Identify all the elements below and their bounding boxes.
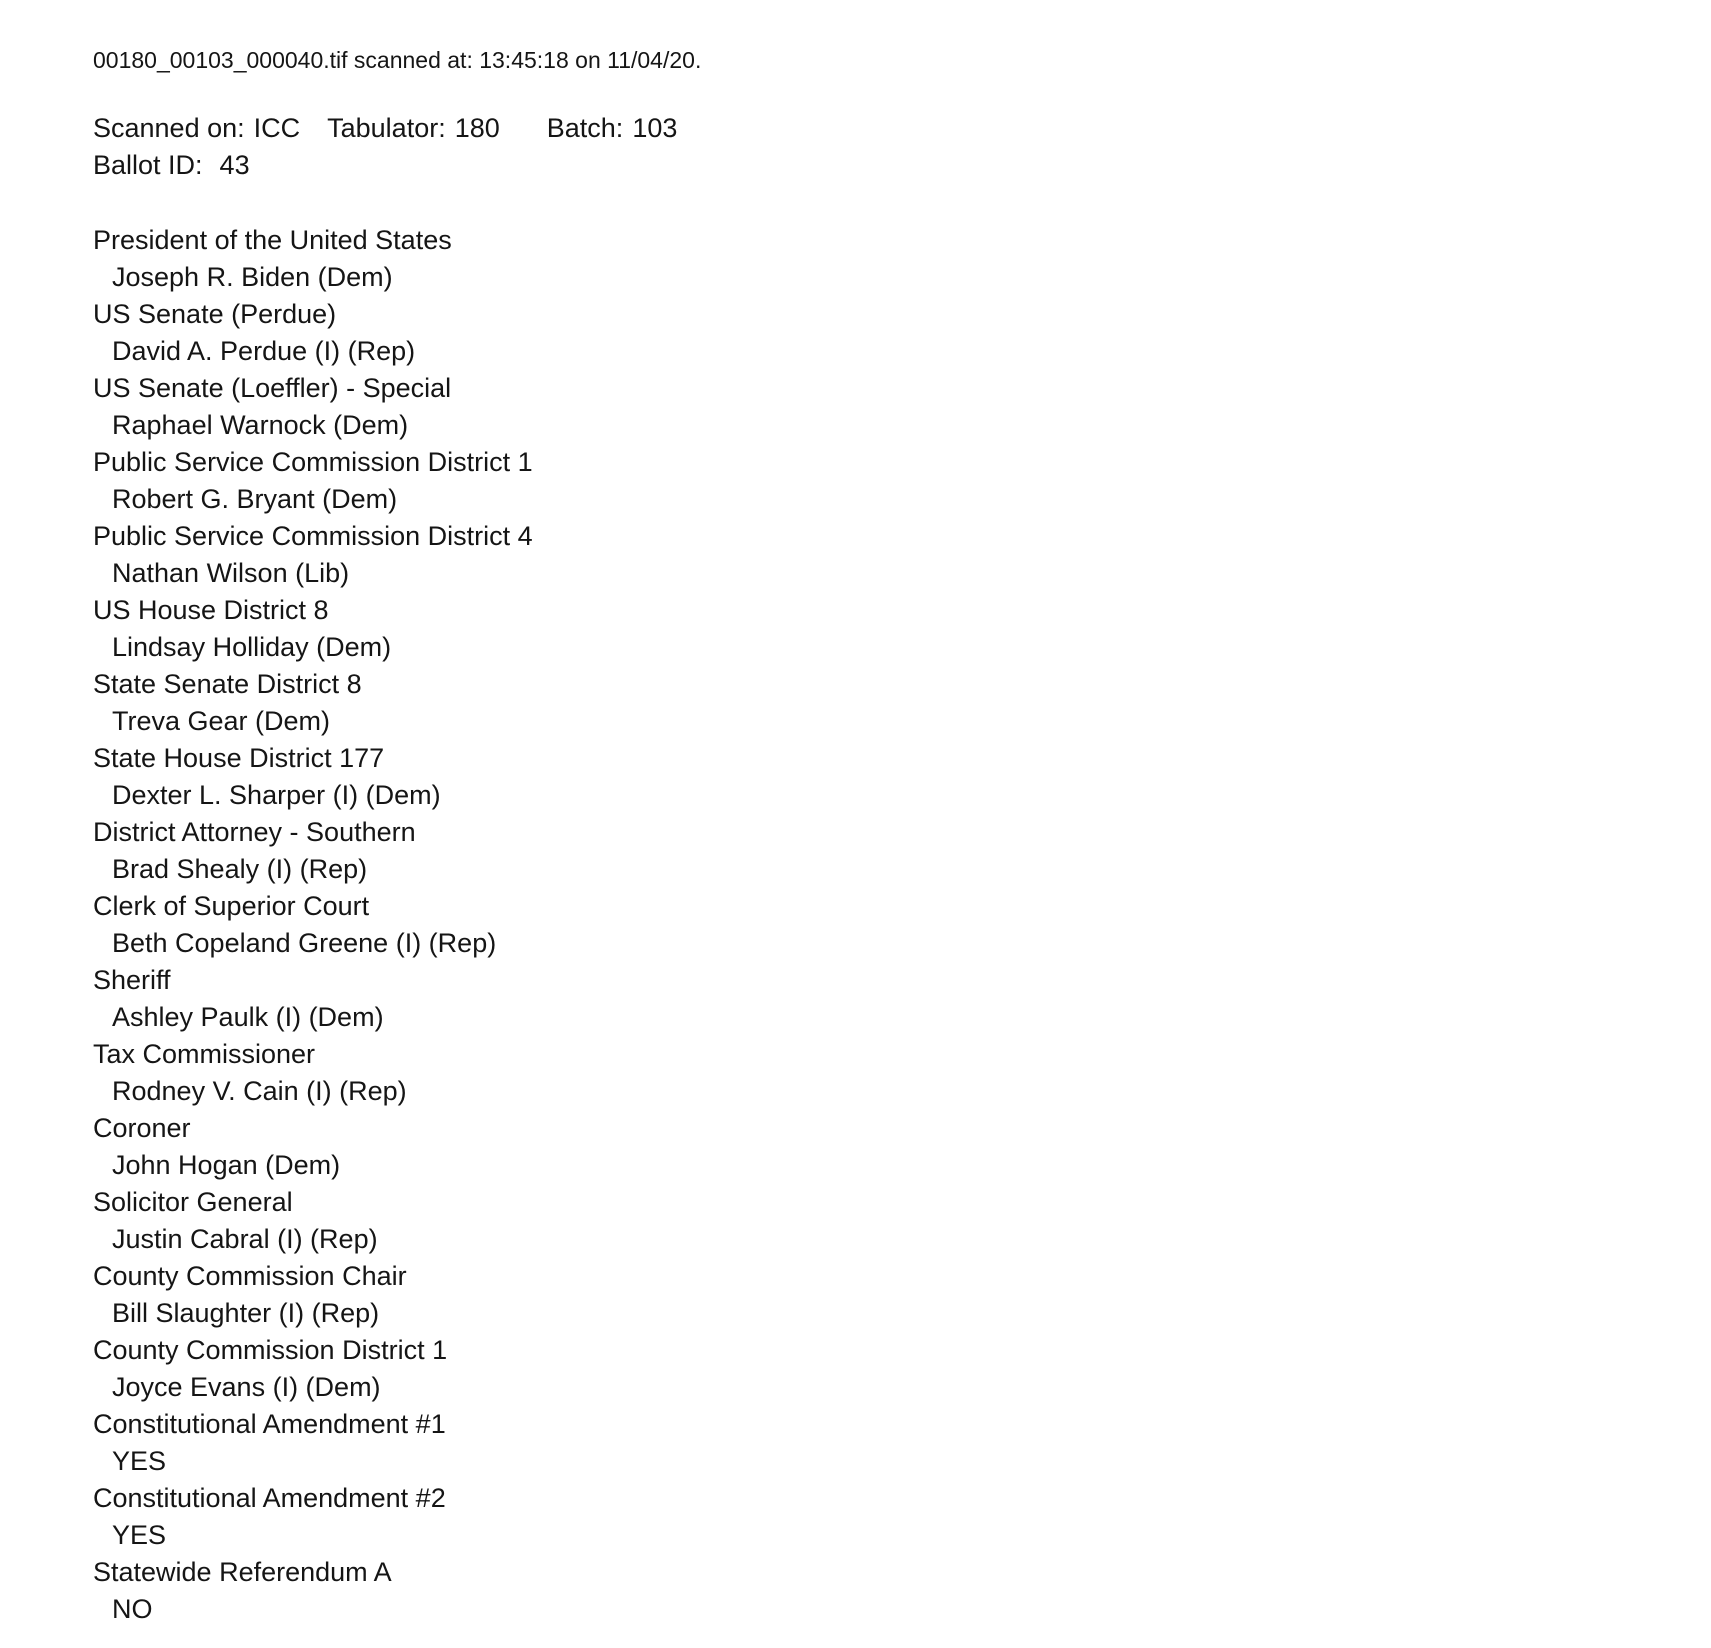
contest-name: Public Service Commission District 1	[93, 447, 533, 477]
scanned-on-value: ICC	[253, 113, 301, 143]
batch-value: 103	[632, 113, 678, 143]
contest-vote: YES	[112, 1446, 167, 1476]
contest-name: District Attorney - Southern	[93, 817, 416, 847]
contest-name: Solicitor General	[93, 1187, 293, 1217]
contest-name: President of the United States	[93, 225, 452, 255]
contest-name: Tax Commissioner	[93, 1039, 316, 1069]
contest-vote: Raphael Warnock (Dem)	[112, 410, 409, 440]
tabulator-value: 180	[454, 113, 500, 143]
contest-vote: Joseph R. Biden (Dem)	[112, 262, 393, 292]
contest-vote: Joyce Evans (I) (Dem)	[112, 1372, 381, 1402]
contest-vote: Beth Copeland Greene (I) (Rep)	[112, 928, 497, 958]
contest-name: US House District 8	[93, 595, 329, 625]
contest-vote: Lindsay Holliday (Dem)	[112, 632, 392, 662]
contest-vote: Brad Shealy (I) (Rep)	[112, 854, 368, 884]
batch-label: Batch:	[546, 113, 624, 143]
contest-vote: Treva Gear (Dem)	[112, 706, 331, 736]
scanned-on-label: Scanned on:	[93, 113, 245, 143]
ballot-id-line	[93, 147, 1593, 184]
contest-name: Constitutional Amendment #2	[93, 1483, 446, 1513]
contest-vote: Nathan Wilson (Lib)	[112, 558, 350, 588]
scanned-ballot-document	[93, 44, 1593, 1628]
ballot-id-value: 43	[219, 150, 250, 180]
contest-name: Coroner	[93, 1113, 191, 1143]
contest-vote: Rodney V. Cain (I) (Rep)	[112, 1076, 407, 1106]
scan-info-line	[93, 110, 1593, 147]
contest-vote: Justin Cabral (I) (Rep)	[112, 1224, 378, 1254]
contest-name: State Senate District 8	[93, 669, 362, 699]
ballot-id-label: Ballot ID:	[93, 150, 203, 180]
contest-vote: NO	[112, 1594, 153, 1624]
contest-name: Clerk of Superior Court	[93, 891, 370, 921]
contest-name: US Senate (Loeffler) - Special	[93, 373, 452, 403]
contest-name: Constitutional Amendment #1	[93, 1409, 446, 1439]
contest-name: Sheriff	[93, 965, 171, 995]
contest-vote: Dexter L. Sharper (I) (Dem)	[112, 780, 441, 810]
contest-vote: David A. Perdue (I) (Rep)	[112, 336, 416, 366]
contest-vote: Ashley Paulk (I) (Dem)	[112, 1002, 384, 1032]
contest-list	[93, 222, 1593, 1628]
contest-vote: Robert G. Bryant (Dem)	[112, 484, 398, 514]
contest-name: State House District 177	[93, 743, 385, 773]
contest-vote: John Hogan (Dem)	[112, 1150, 341, 1180]
contest-name: Statewide Referendum A	[93, 1557, 392, 1587]
scan-filename-header: 00180_00103_000040.tif scanned at: 13:45:18 on 11/04/20.	[93, 47, 702, 73]
contest-name: Public Service Commission District 4	[93, 521, 533, 551]
contest-name: County Commission Chair	[93, 1261, 407, 1291]
contest-name: County Commission District 1	[93, 1335, 448, 1365]
contest-vote: YES	[112, 1520, 167, 1550]
contest-vote: Bill Slaughter (I) (Rep)	[112, 1298, 380, 1328]
tabulator-label: Tabulator:	[327, 113, 446, 143]
contest-name: US Senate (Perdue)	[93, 299, 337, 329]
